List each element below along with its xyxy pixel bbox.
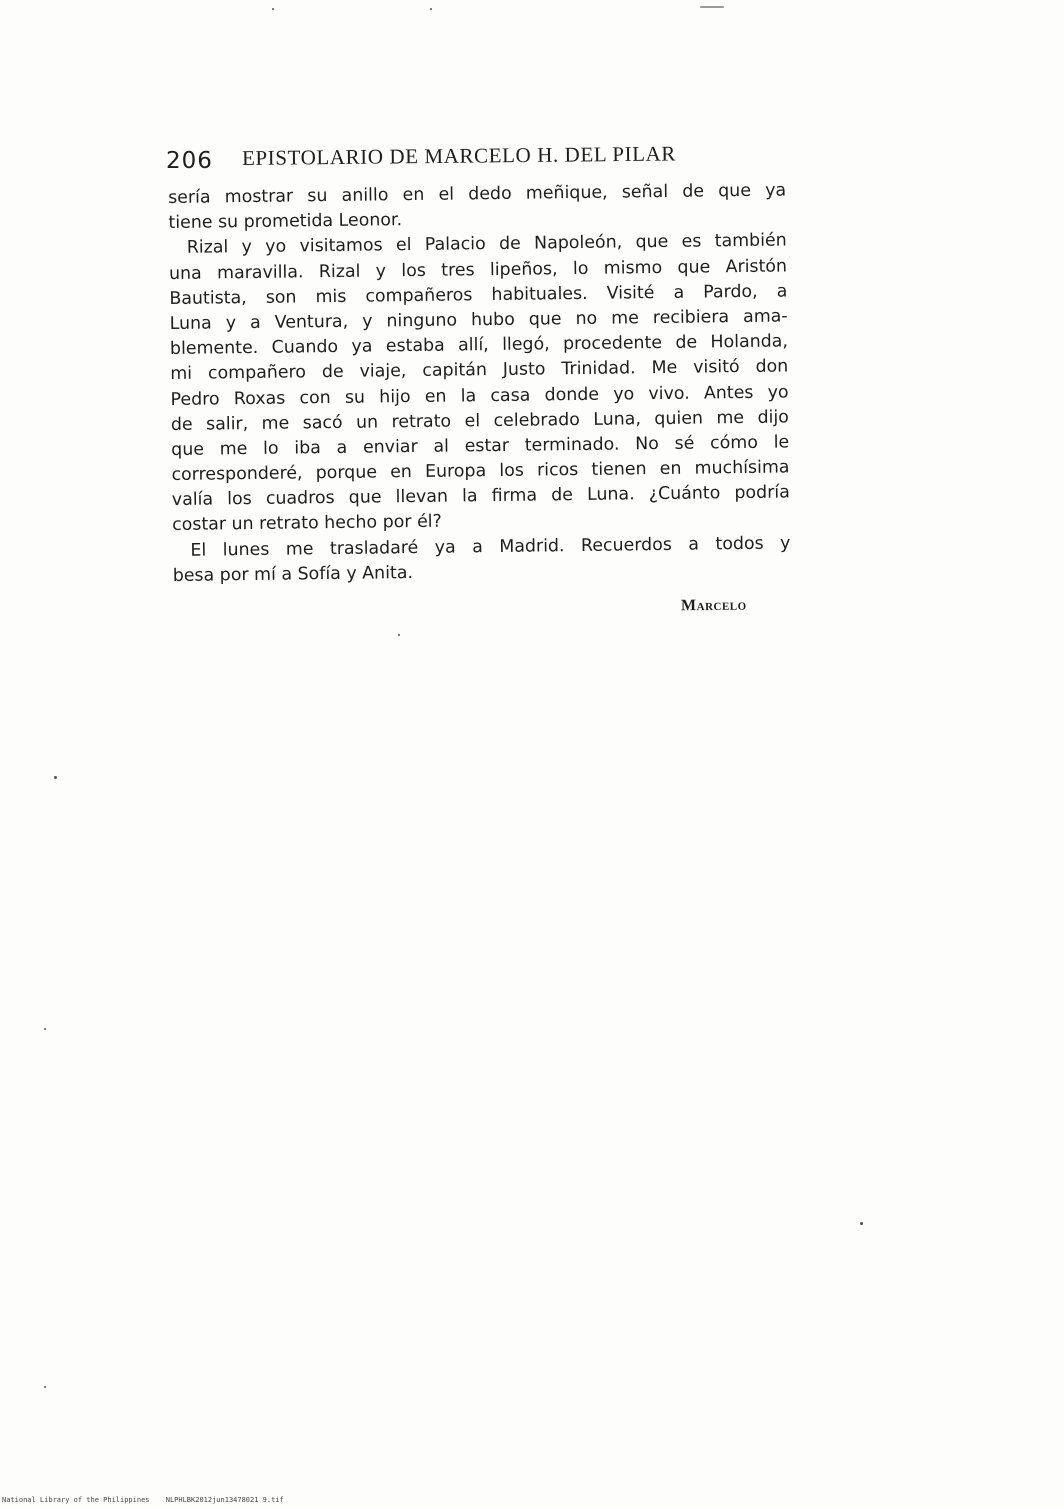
scan-speck xyxy=(700,6,724,8)
scan-speck xyxy=(398,634,400,636)
body-line: Rizal y yo visitamos el Palacio de Napoleón, que es también xyxy=(186,230,787,259)
body-line: que me lo iba a enviar al estar terminado. No sé cómo le xyxy=(171,432,790,460)
page-number: 206 xyxy=(166,148,213,174)
body-line: costar un retrato hecho por él? xyxy=(172,512,442,536)
body-line: besa por mí a Sofía y Anita. xyxy=(172,562,414,586)
body-line: Luna y a Ventura, y ninguno hubo que no me recibiera ama- xyxy=(169,306,788,334)
body-line: sería mostrar su anillo en el dedo meñique, señal de que ya xyxy=(168,180,787,208)
body-line: Bautista, son mis compañeros habituales. Visité a Pardo, a xyxy=(169,281,788,309)
scan-speck xyxy=(272,8,274,10)
body-line: tiene su prometida Leonor. xyxy=(168,210,403,234)
body-line: valía los cuadros que llevan la firma de Luna. ¿Cuánto podría xyxy=(171,482,790,511)
body-line: Pedro Roxas con su hijo en la casa donde yo vivo. Antes yo xyxy=(170,381,789,410)
running-title: EPISTOLARIO DE MARCELO H. DEL PILAR xyxy=(241,141,677,170)
scan-speck xyxy=(54,776,57,779)
scan-speck xyxy=(44,1028,46,1030)
library-credit: National Library of the Philippines xyxy=(2,1496,150,1504)
body-line: mi compañero de viaje, capitán Justo Trinidad. Me visitó don xyxy=(170,356,789,385)
scan-speck xyxy=(860,1222,863,1225)
body-line: de salir, me sacó un retrato el celebrado Luna, quien me dijo xyxy=(170,407,789,435)
body-line: blemente. Cuando ya estaba allí, llegó, procedente de Holanda, xyxy=(169,331,789,360)
page-header xyxy=(166,142,806,178)
scan-file-id: NLPHLBK2012jun13478021 9.tif xyxy=(165,1496,284,1504)
letter-body xyxy=(168,178,791,589)
signature: Marcelo xyxy=(680,596,747,615)
scan-speck xyxy=(430,8,432,10)
body-line: una maravilla. Rizal y los tres lipeños, lo mismo que Aristón xyxy=(168,256,788,284)
body-line: corresponderé, porque en Europa los ricos tienen en muchísima xyxy=(171,457,790,486)
scan-footer xyxy=(2,1496,284,1504)
body-line: El lunes me trasladaré ya a Madrid. Recuerdos a todos y xyxy=(190,533,791,561)
scan-speck xyxy=(44,1386,46,1388)
